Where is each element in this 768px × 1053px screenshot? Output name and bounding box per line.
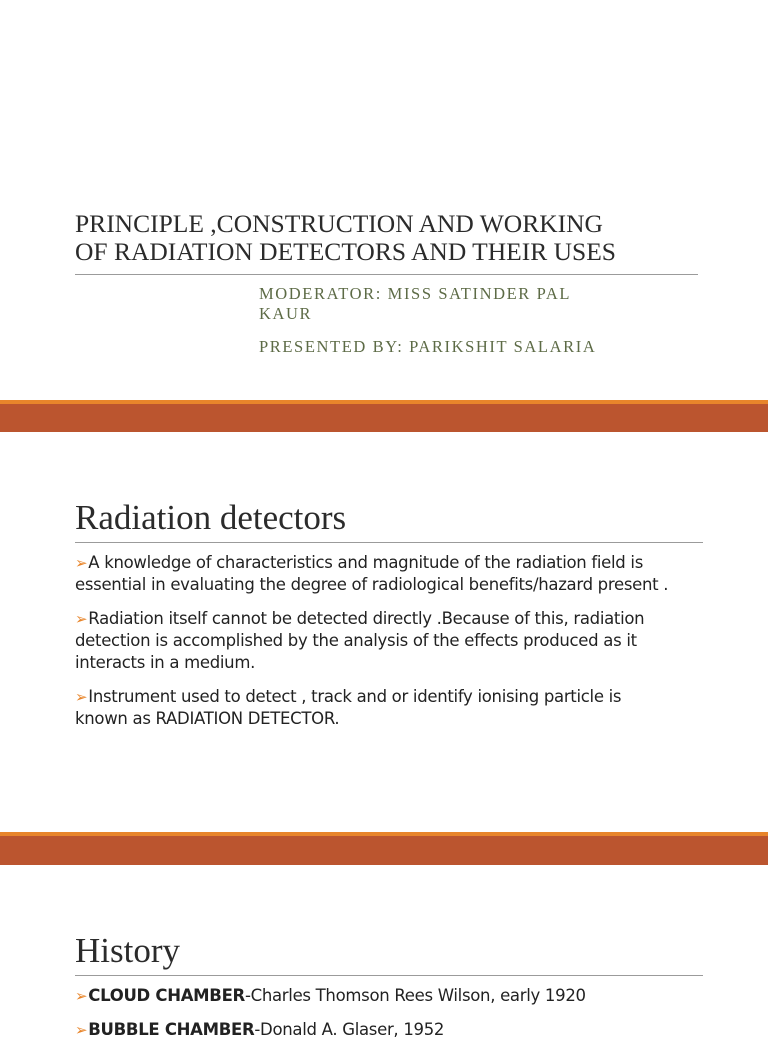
title-divider [75, 274, 698, 275]
title-slide [0, 0, 768, 400]
history-term: CLOUD CHAMBER [88, 986, 245, 1005]
slide-heading: Radiation detectors [75, 498, 347, 537]
presenter-text: PRESENTED BY: PARIKSHIT SALARIA [259, 337, 597, 356]
bullet-text: detection is accomplished by the analysis of the effects produced as it [75, 631, 637, 650]
arrow-bullet-icon: ➢ [75, 610, 88, 628]
history-item [75, 1019, 715, 1041]
radiation-detectors-slide [0, 432, 768, 832]
slide-heading: History [75, 931, 180, 970]
bullet-text: A knowledge of characteristics and magnitude of the radiation field is [88, 553, 644, 572]
bullet-text: essential in evaluating the degree of radiological benefits/hazard present . [75, 575, 669, 594]
history-term: BUBBLE CHAMBER [88, 1020, 255, 1039]
bullet-item [75, 608, 715, 674]
history-slide [0, 865, 768, 1039]
arrow-bullet-icon: ➢ [75, 1021, 88, 1039]
history-item [75, 985, 715, 1007]
presentation-title [75, 210, 715, 266]
title-line-2: OF RADIATION DETECTORS AND THEIR USES [75, 237, 616, 266]
bullet-item [75, 686, 715, 730]
moderator-text [259, 284, 679, 324]
bullet-text: known as RADIATION DETECTOR. [75, 709, 340, 728]
slide-separator-bar [0, 836, 768, 865]
history-detail: -Charles Thomson Rees Wilson, early 1920 [244, 986, 586, 1005]
title-line-1: PRINCIPLE ,CONSTRUCTION AND WORKING [75, 209, 603, 238]
bullet-text: interacts in a medium. [75, 653, 256, 672]
arrow-bullet-icon: ➢ [75, 688, 88, 706]
heading-divider [75, 542, 703, 543]
moderator-line-1: MODERATOR: MISS SATINDER PAL [259, 284, 572, 303]
bullet-text: Instrument used to detect , track and or identify ionising particle is [88, 687, 622, 706]
bullet-list [75, 552, 715, 742]
heading-divider [75, 975, 703, 976]
arrow-bullet-icon: ➢ [75, 554, 88, 572]
history-detail: -Donald A. Glaser, 1952 [254, 1020, 445, 1039]
history-list [75, 985, 715, 1053]
slide-separator-bar [0, 404, 768, 432]
bullet-text: Radiation itself cannot be detected directly .Because of this, radiation [88, 609, 645, 628]
moderator-line-2: KAUR [259, 304, 313, 323]
bullet-item [75, 552, 715, 596]
arrow-bullet-icon: ➢ [75, 987, 88, 1005]
